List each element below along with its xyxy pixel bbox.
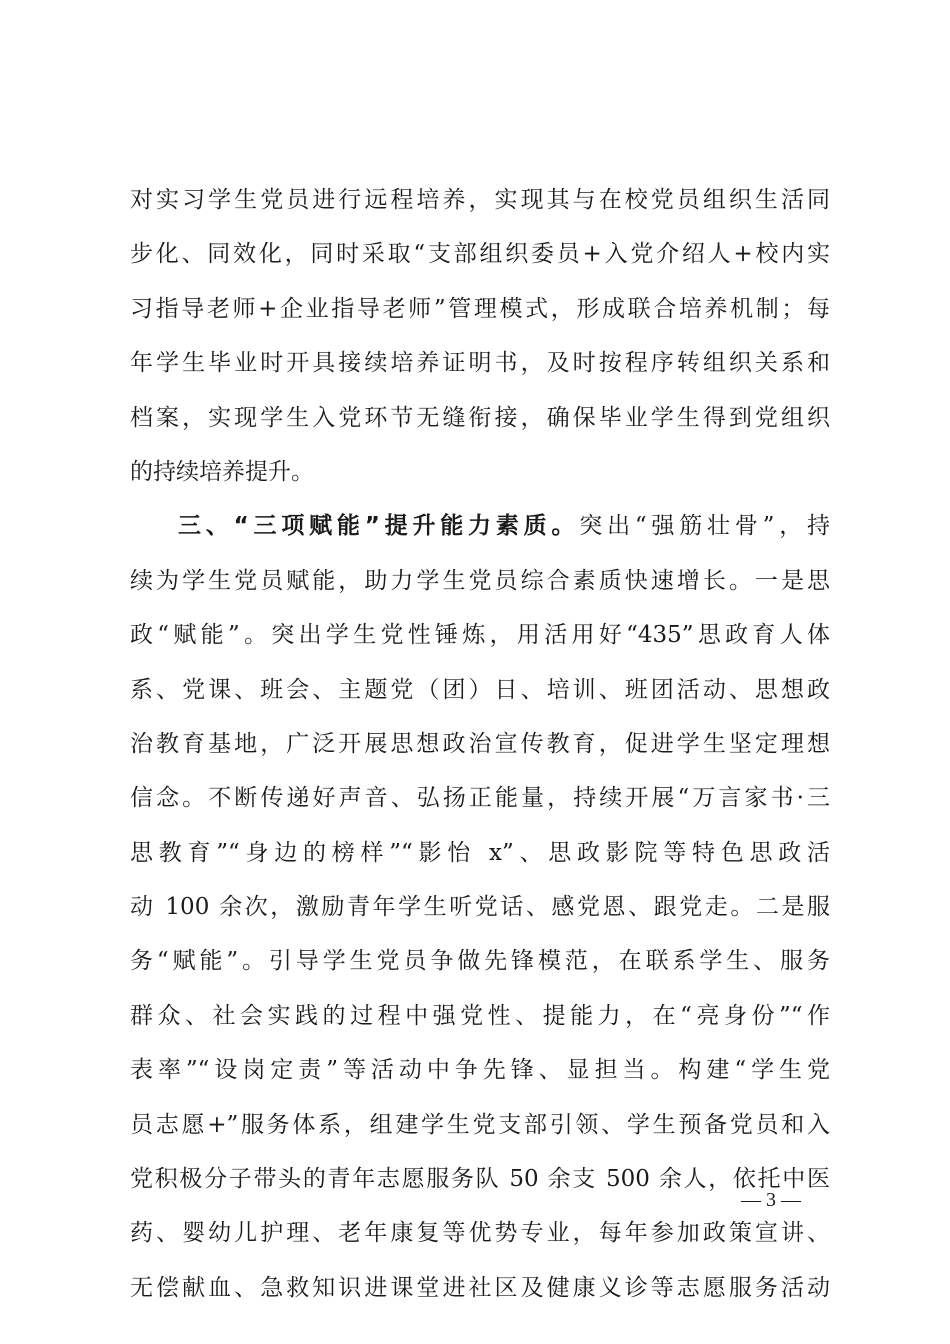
paragraph-line: 表率”“设岗定责”等活动中争先锋、显担当。构建“学生党 (130, 1057, 830, 1084)
paragraph-line: 治教育基地，广泛开展思想政治宣传教育，促进学生坚定理想 (130, 730, 830, 757)
paragraph-line: 档案，实现学生入党环节无缝衔接，确保毕业学生得到党组织 (130, 404, 830, 431)
paragraph-line: 群众、社会实践的过程中强党性、提能力，在“亮身份”“作 (130, 1002, 830, 1029)
paragraph-line: 药、婴幼儿护理、老年康复等优势专业，每年参加政策宣讲、 (130, 1220, 830, 1247)
paragraph-line: 步化、同效化，同时采取“支部组织委员+入党介绍人+校内实 (130, 241, 830, 268)
paragraph-line: 习指导老师+企业指导老师”管理模式，形成联合培养机制；每 (130, 295, 830, 322)
paragraph-line: 员志愿+”服务体系，组建学生党支部引领、学生预备党员和入 (130, 1111, 830, 1138)
section-heading: 三、“三项赋能”提升能力素质。 (178, 513, 580, 540)
paragraph-line: 对实习学生党员进行远程培养，实现其与在校党员组织生活同 (130, 187, 830, 213)
paragraph-line: 的持续培养提升。 (130, 458, 314, 485)
paragraph-line: 务“赋能”。引导学生党员争做先锋模范，在联系学生、服务 (130, 948, 830, 975)
paragraph-line: 信念。不断传递好声音、弘扬正能量，持续开展“万言家书·三 (130, 785, 830, 812)
paragraph-line: 动 100 余次，激励青年学生听党话、感党恩、跟党走。二是服 (130, 894, 830, 921)
paragraph-line: 年学生毕业时开具接续培养证明书，及时按程序转组织关系和 (130, 350, 830, 377)
paragraph-line: 党积极分子带头的青年志愿服务队 50 余支 500 余人，依托中医 (130, 1166, 830, 1193)
paragraph-line: 政“赋能”。突出学生党性锤炼，用活用好“435”思政育人体 (130, 622, 830, 649)
paragraph-line: 系、党课、班会、主题党（团）日、培训、班团活动、思想政 (130, 676, 830, 703)
paragraph-line: 续为学生党员赋能，助力学生党员综合素质快速增长。一是思 (130, 567, 830, 594)
page-number: — 3 — (741, 1189, 801, 1211)
heading-line-text: 突出“强筋壮骨”，持 (579, 513, 830, 540)
body-text (130, 173, 830, 1315)
section-heading-line (130, 499, 830, 553)
paragraph-line: 无偿献血、急救知识进课堂进社区及健康义诊等志愿服务活动 (130, 1274, 830, 1301)
paragraph-line: 思教育”“身边的榜样”“影怡 x”、思政影院等特色思政活 (130, 839, 830, 866)
